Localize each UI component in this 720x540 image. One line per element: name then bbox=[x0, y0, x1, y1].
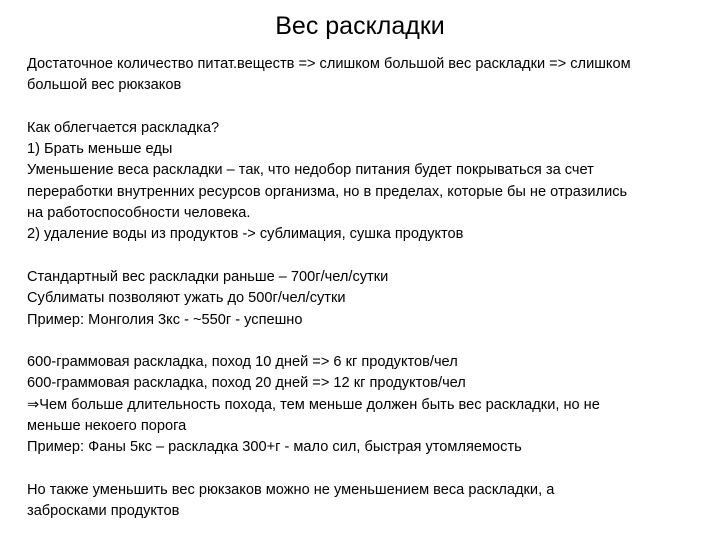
paragraph-gap bbox=[27, 459, 711, 480]
paragraph bbox=[27, 352, 711, 458]
text-line: Но также уменьшить вес рюкзаков можно не уменьшением веса раскладки, а bbox=[27, 481, 555, 498]
text-line: ⇒Чем больше длительность похода, тем меньше должен быть вес раскладки, но не bbox=[27, 396, 600, 413]
text-line: Как облегчается раскладка? bbox=[27, 119, 220, 136]
paragraph bbox=[27, 118, 711, 246]
paragraph bbox=[27, 267, 711, 331]
paragraph-gap bbox=[27, 246, 711, 267]
text-line: большой вес рюкзаков bbox=[27, 77, 182, 94]
text-line: на работоспособности человека. bbox=[27, 205, 251, 222]
text-line: переработки внутренних ресурсов организма, но в пределах, которые бы не отразились bbox=[27, 183, 628, 200]
text-line: Пример: Фаны 5кс – раскладка 300+г - мало сил, быстрая утомляемость bbox=[27, 439, 522, 456]
text-line: Стандартный вес раскладки раньше – 700г/чел/сутки bbox=[27, 268, 389, 285]
text-line: 600-граммовая раскладка, поход 20 дней => 12 кг продуктов/чел bbox=[27, 375, 466, 392]
text-line: 2) удаление воды из продуктов -> сублимация, сушка продуктов bbox=[27, 226, 464, 243]
text-line: Достаточное количество питат.веществ => слишком большой вес раскладки => слишком bbox=[27, 56, 631, 72]
paragraph-gap bbox=[27, 331, 711, 352]
slide-body bbox=[27, 54, 711, 523]
text-line: забросками продуктов bbox=[27, 503, 180, 520]
text-line: Сублиматы позволяют ужать до 500г/чел/сутки bbox=[27, 290, 346, 307]
slide-title: Вес раскладки bbox=[275, 12, 445, 40]
paragraph bbox=[27, 54, 711, 97]
text-line: 1) Брать меньше еды bbox=[27, 141, 173, 158]
text-line: 600-граммовая раскладка, поход 10 дней => 6 кг продуктов/чел bbox=[27, 354, 458, 371]
text-line: Пример: Монголия 3кс - ~550г - успешно bbox=[27, 311, 303, 328]
paragraph-gap bbox=[27, 97, 711, 118]
text-line: меньше некоего порога bbox=[27, 418, 187, 435]
paragraph bbox=[27, 480, 711, 523]
text-line: Уменьшение веса раскладки – так, что недобор питания будет покрываться за счет bbox=[27, 162, 594, 179]
